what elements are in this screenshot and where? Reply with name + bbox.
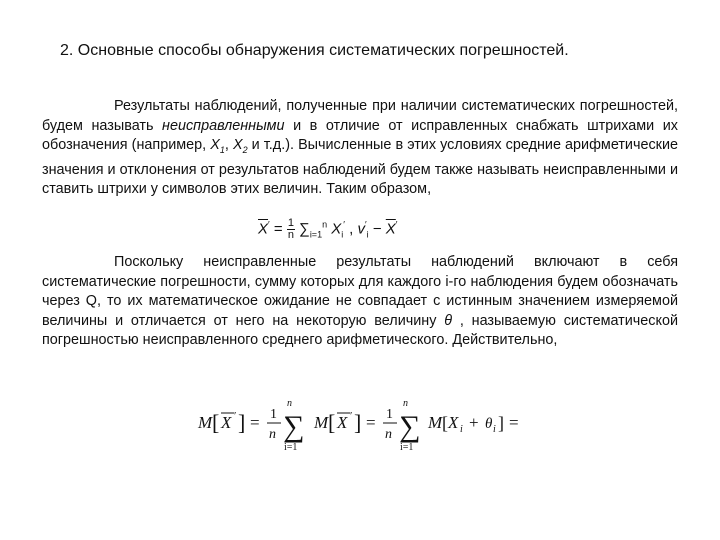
- svg-text:i=1: i=1: [284, 442, 298, 453]
- svg-text:[: [: [212, 410, 220, 435]
- svg-text:′: ′: [234, 410, 237, 422]
- p2-theta: θ: [444, 312, 453, 329]
- p1-text-c: и т.д.). Вычисленные в этих условиях средние арифметические значения и отклонения от результатов наблюдений будем также называть неисправленными и ставить штрихи у символов этих величин. Таким образом,: [42, 137, 679, 198]
- svg-text:n: n: [385, 427, 392, 442]
- svg-text:′: ′: [350, 410, 353, 422]
- svg-text:i: i: [493, 424, 496, 435]
- svg-text:=: =: [509, 413, 519, 432]
- formula-expectation: [196, 392, 536, 462]
- formula-mean-and-deviation: $\overline{X}'$ = $\frac{1}{n}$ $\sum_{i=1}^n$ $X_i'$ , $v'_i - \overline{X}'$: [258, 217, 398, 241]
- p1-sep: ,: [224, 137, 233, 154]
- svg-text:i: i: [460, 424, 463, 435]
- svg-text:n: n: [269, 427, 276, 442]
- svg-text:X: X: [337, 413, 348, 432]
- svg-text:M: M: [198, 413, 213, 432]
- svg-text:n: n: [403, 398, 408, 409]
- p2-text-b: , называемую систематической погрешностью неисправленного среднего арифметического. Действительно,: [42, 312, 678, 349]
- svg-text:]: ]: [354, 410, 362, 435]
- svg-text:∑: ∑: [283, 410, 305, 443]
- svg-text:i=1: i=1: [400, 442, 414, 453]
- p1-text-a: Результаты наблюдений, полученные при наличии систематических погрешностей, будем называть: [42, 98, 678, 134]
- slide-title: 2. Основные способы обнаружения систематических погрешностей.: [60, 42, 569, 59]
- svg-text:∑: ∑: [399, 410, 421, 443]
- svg-text:[: [: [328, 410, 336, 435]
- paragraph-1: [42, 97, 678, 200]
- p1-symbol-x2: $X_2$: [232, 137, 248, 156]
- svg-text:+: +: [469, 413, 479, 432]
- svg-text:]: ]: [238, 410, 246, 435]
- p1-text-b: и в отличие от исправленных снабжать штрихами их обозначения (например,: [42, 117, 678, 154]
- svg-text:X: X: [448, 413, 459, 432]
- svg-text:]: ]: [498, 413, 504, 433]
- svg-text:M: M: [314, 413, 329, 432]
- svg-text:θ: θ: [485, 416, 493, 432]
- p1-symbol-x1: $X_1$: [210, 137, 225, 156]
- svg-text:X: X: [221, 413, 232, 432]
- svg-text:[: [: [442, 413, 448, 433]
- svg-text:n: n: [287, 398, 292, 409]
- svg-text:M: M: [428, 413, 443, 432]
- paragraph-2: [42, 253, 678, 351]
- p1-italic-term: неисправленными: [162, 117, 285, 134]
- p2-text-a: Поскольку неисправленные результаты наблюдений включают в себя систематические погрешности, сумму которых для каждого i-го наблюдения будем обозначать через Q, то их математическое ожидание не совпадает с истинным значением измеряемой величины и отличается от него на некоторую величину: [42, 254, 678, 329]
- svg-text:1: 1: [386, 407, 393, 422]
- svg-text:1: 1: [270, 407, 277, 422]
- svg-text:=: =: [366, 413, 376, 432]
- svg-text:=: =: [250, 413, 260, 432]
